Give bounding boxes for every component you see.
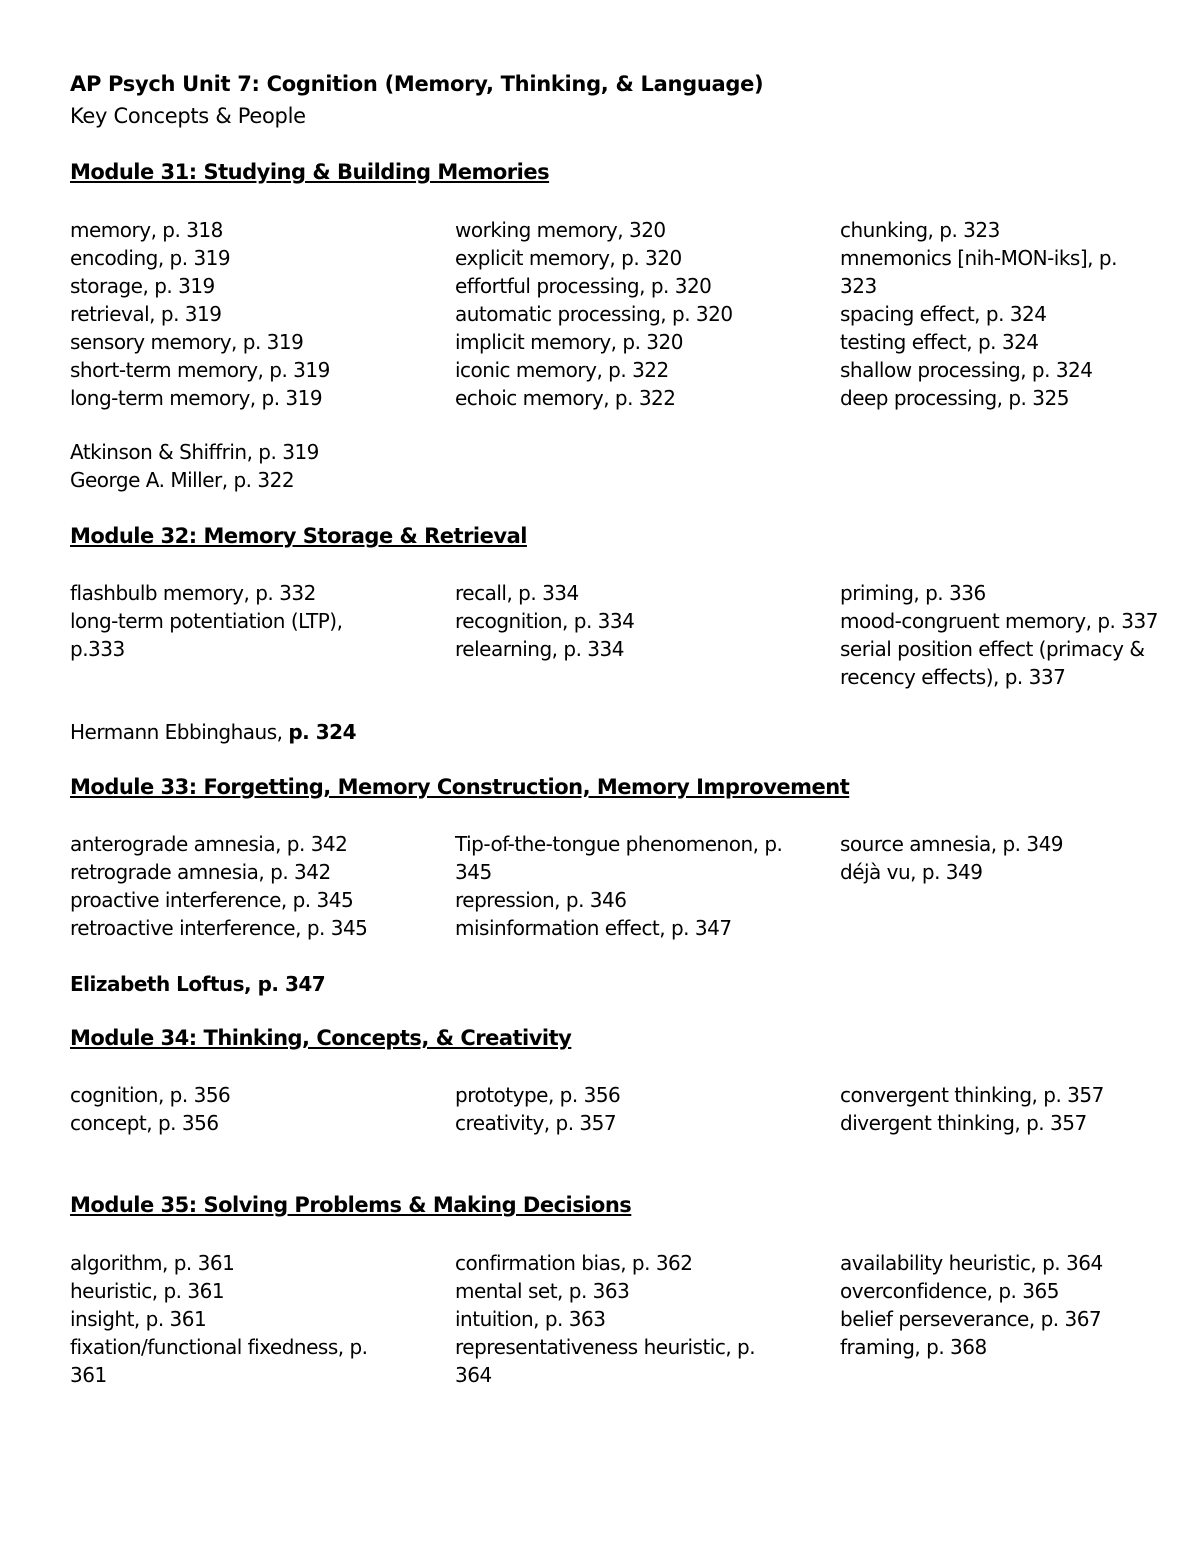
- module-33-col-2: [455, 830, 785, 942]
- term: prototype, p. 356: [455, 1083, 621, 1107]
- term: chunking, p. 323: [840, 218, 1000, 242]
- term: effortful processing, p. 320: [455, 274, 712, 298]
- person: [70, 718, 356, 746]
- term: déjà vu, p. 349: [840, 860, 983, 884]
- term: recognition, p. 334: [455, 609, 635, 633]
- term: availability heuristic, p. 364: [840, 1251, 1103, 1275]
- term: source amnesia, p. 349: [840, 832, 1064, 856]
- term: mood-congruent memory, p. 337: [840, 609, 1158, 633]
- page-subtitle: Key Concepts & People: [70, 104, 306, 128]
- term: representativeness heuristic, p. 364: [455, 1335, 756, 1387]
- term: mnemonics [nih-MON-iks], p. 323: [840, 246, 1117, 298]
- term: algorithm, p. 361: [70, 1251, 235, 1275]
- term: convergent thinking, p. 357: [840, 1083, 1104, 1107]
- term: relearning, p. 334: [455, 637, 624, 661]
- module-33-col-3: [840, 830, 1160, 886]
- module-31-col-3: [840, 216, 1150, 412]
- term: priming, p. 336: [840, 581, 986, 605]
- term: shallow processing, p. 324: [840, 358, 1093, 382]
- module-32-col-3: [840, 579, 1160, 691]
- page-title: AP Psych Unit 7: Cognition (Memory, Thinking, & Language): [70, 72, 764, 96]
- module-35-heading: Module 35: Solving Problems & Making Decisions: [70, 1193, 632, 1217]
- module-31-heading: Module 31: Studying & Building Memories: [70, 160, 550, 184]
- term: implicit memory, p. 320: [455, 330, 683, 354]
- term: echoic memory, p. 322: [455, 386, 676, 410]
- module-34-col-2: [455, 1081, 825, 1137]
- term: retroactive interference, p. 345: [70, 916, 368, 940]
- term: anterograde amnesia, p. 342: [70, 832, 348, 856]
- term: creativity, p. 357: [455, 1111, 617, 1135]
- module-33-people: [70, 970, 325, 998]
- module-31-people: [70, 438, 319, 494]
- term: flashbulb memory, p. 332: [70, 581, 316, 605]
- module-33-col-1: [70, 830, 440, 942]
- term: sensory memory, p. 319: [70, 330, 304, 354]
- term: explicit memory, p. 320: [455, 246, 682, 270]
- term: serial position effect (primacy & recency effects), p. 337: [840, 637, 1145, 689]
- module-32-col-1: [70, 579, 370, 663]
- term: cognition, p. 356: [70, 1083, 231, 1107]
- module-34-heading: Module 34: Thinking, Concepts, & Creativity: [70, 1026, 572, 1050]
- term: iconic memory, p. 322: [455, 358, 669, 382]
- person-page: p. 324: [288, 720, 356, 744]
- term: confirmation bias, p. 362: [455, 1251, 693, 1275]
- term: overconfidence, p. 365: [840, 1279, 1059, 1303]
- term: intuition, p. 363: [455, 1307, 606, 1331]
- module-35-col-1: [70, 1249, 370, 1389]
- term: repression, p. 346: [455, 888, 627, 912]
- module-32-heading: Module 32: Memory Storage & Retrieval: [70, 524, 527, 548]
- module-31-col-1: [70, 216, 440, 412]
- term: encoding, p. 319: [70, 246, 231, 270]
- term: short-term memory, p. 319: [70, 358, 330, 382]
- term: automatic processing, p. 320: [455, 302, 733, 326]
- module-35-col-3: [840, 1249, 1160, 1361]
- term: concept, p. 356: [70, 1111, 219, 1135]
- term: retrieval, p. 319: [70, 302, 222, 326]
- term: memory, p. 318: [70, 218, 223, 242]
- term: recall, p. 334: [455, 581, 579, 605]
- term: testing effect, p. 324: [840, 330, 1039, 354]
- term: storage, p. 319: [70, 274, 215, 298]
- term: framing, p. 368: [840, 1335, 987, 1359]
- person: Elizabeth Loftus, p. 347: [70, 972, 326, 996]
- module-35-col-2: [455, 1249, 765, 1389]
- module-34-col-1: [70, 1081, 440, 1137]
- person: Atkinson & Shiffrin, p. 319: [70, 440, 319, 464]
- term: proactive interference, p. 345: [70, 888, 354, 912]
- term: long-term memory, p. 319: [70, 386, 323, 410]
- module-32-col-2: [455, 579, 825, 663]
- term: misinformation effect, p. 347: [455, 916, 732, 940]
- person: George A. Miller, p. 322: [70, 468, 295, 492]
- term: Tip-of-the-tongue phenomenon, p. 345: [455, 832, 783, 884]
- module-34-col-3: [840, 1081, 1160, 1137]
- term: retrograde amnesia, p. 342: [70, 860, 331, 884]
- module-32-people: [70, 718, 356, 746]
- module-33-heading: Module 33: Forgetting, Memory Construction, Memory Improvement: [70, 775, 850, 799]
- term: fixation/functional fixedness, p. 361: [70, 1335, 368, 1387]
- term: belief perseverance, p. 367: [840, 1307, 1102, 1331]
- term: working memory, 320: [455, 218, 666, 242]
- person-name: Hermann Ebbinghaus,: [70, 720, 289, 744]
- term: deep processing, p. 325: [840, 386, 1069, 410]
- term: divergent thinking, p. 357: [840, 1111, 1087, 1135]
- term: insight, p. 361: [70, 1307, 207, 1331]
- term: heuristic, p. 361: [70, 1279, 225, 1303]
- term: long-term potentiation (LTP), p.333: [70, 609, 343, 661]
- term: mental set, p. 363: [455, 1279, 630, 1303]
- module-31-col-2: [455, 216, 825, 412]
- term: spacing effect, p. 324: [840, 302, 1047, 326]
